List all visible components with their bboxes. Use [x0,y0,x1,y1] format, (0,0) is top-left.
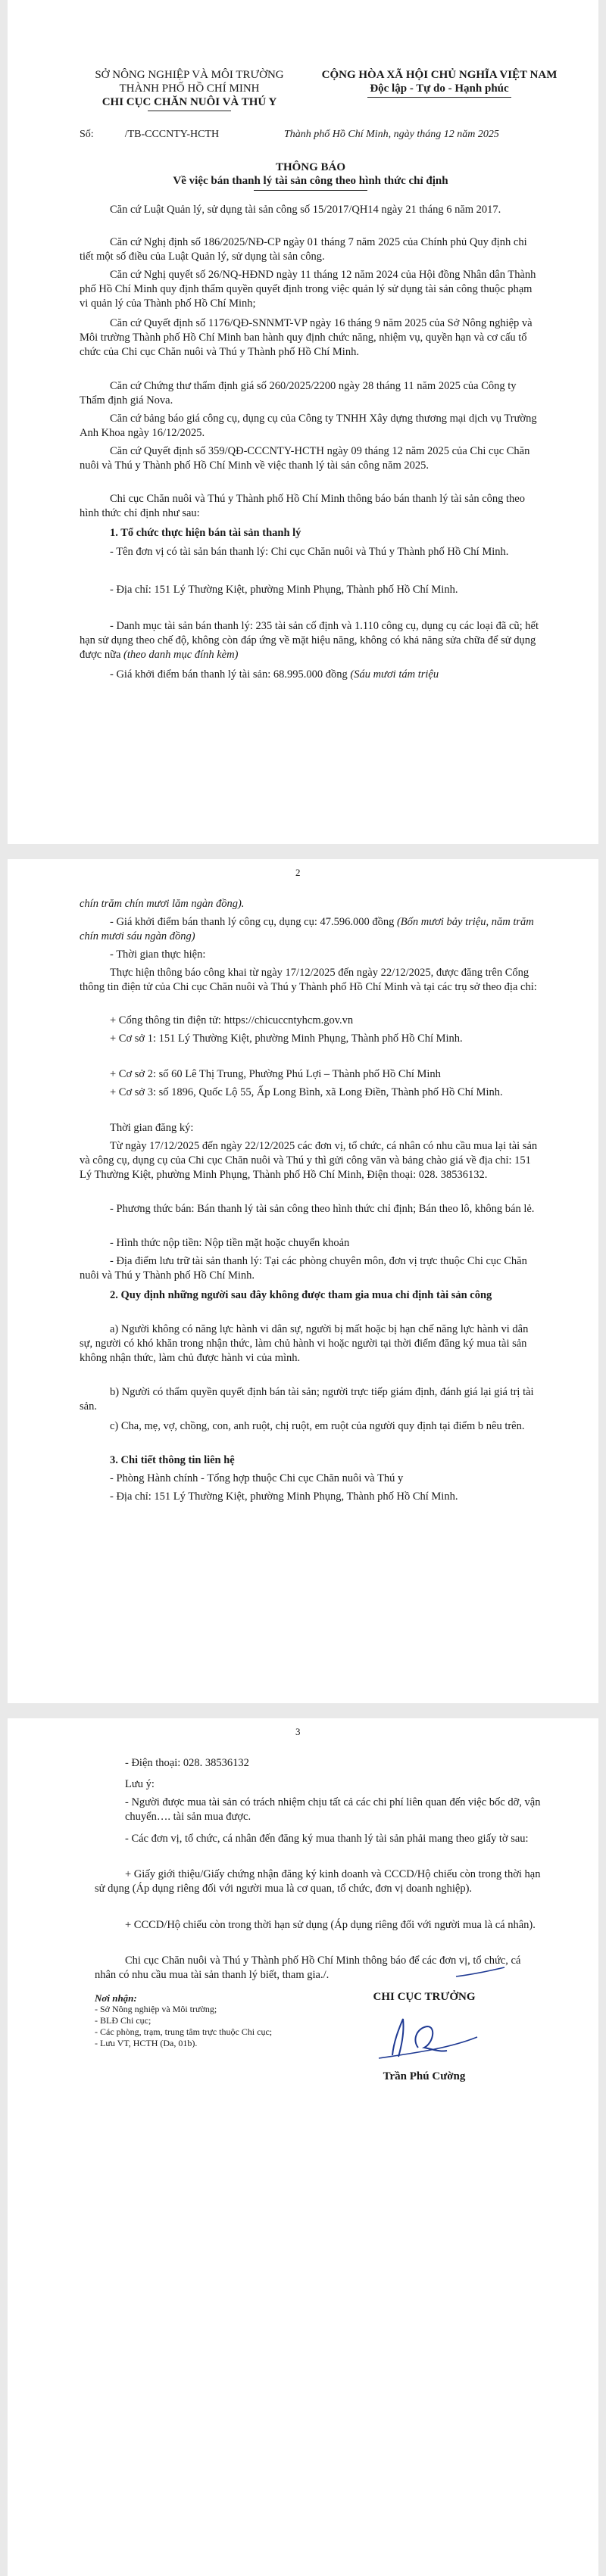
recipient-item: - Lưu VT, HCTH (Da, 01b). [95,2038,198,2048]
document-page-1 [8,0,598,844]
section-heading: 2. Quy định những người sau đây không được tham gia mua chỉ định tài sản công [110,1289,492,1301]
list-item [80,619,542,662]
recipient-item: - BLĐ Chi cục; [95,2015,152,2026]
reference-line [80,129,587,141]
paragraph: - Thời gian thực hiện: [110,948,206,961]
org-line-2: THÀNH PHỐ HỒ CHÍ MINH [119,83,260,95]
handwritten-signature-icon [364,2010,485,2063]
issuing-org-block [80,68,299,111]
recipients-block [95,1992,292,2049]
paragraph: + Cơ sở 2: số 60 Lê Thị Trung, Phường Phú Lợi – Thành phố Hồ Chí Minh [110,1068,441,1080]
paragraph-text: - Giá khởi điểm bán thanh lý công cụ, dụng cụ: 47.596.000 đồng [110,916,397,928]
paragraph: Chi cục Chăn nuôi và Thú y Thành phố Hồ Chí Minh thông báo bán thanh lý tài sản công theo hình thức chỉ định như sau: [80,493,525,519]
section-heading: 3. Chi tiết thông tin liên hệ [110,1454,235,1466]
paragraph: Căn cứ Quyết định số 1176/QĐ-SNNMT-VP ngày 16 tháng 9 năm 2025 của Sở Nông nghiệp và Môi trường Thành phố Hồ Chí Minh ban hành quy định chức năng, nhiệm vụ, quyền hạn và cơ cấu tổ chức của Chi cục Chăn nuôi và Thú y Thành phố Hồ Chí Minh. [80,317,533,358]
nat-line-1: CỘNG HÒA XÃ HỘI CHỦ NGHĨA VIỆT NAM [321,69,558,81]
motto-underline [367,97,511,98]
paragraph-note: (Bốn mươi bảy triệu, năm trăm chín mươi sáu ngàn đồng) [80,916,534,942]
paragraph: - Người được mua tài sản có trách nhiệm chịu tất cả các chi phí liên quan đến việc bốc dỡ, vận chuyển…. tài sản mua được. [125,1796,541,1823]
list-item-text: - Danh mục tài sản bán thanh lý: 235 tài sản cố định và 1.110 công cụ, dụng cụ các loại đã cũ; hết hạn sử dụng theo chế độ, không còn đáp ứng về mặt hiệu năng, không có khả năng sửa chữa để sử dụng được nữa [80,620,539,661]
national-motto-block [288,68,591,98]
title-underline [254,190,367,191]
paragraph: - Điện thoại: 028. 38536132 [125,1757,249,1769]
signer-title: CHI CỤC TRƯỞNG [373,1991,476,2003]
document-page-3 [8,1718,598,2576]
paragraph: + CCCD/Hộ chiếu còn trong thời hạn sử dụng (Áp dụng riêng đối với người mua là cá nhân). [125,1919,536,1931]
paragraph: - Hình thức nộp tiền: Nộp tiền mặt hoặc chuyển khoản [110,1237,350,1249]
paragraph: Căn cứ Luật Quản lý, sử dụng tài sản công số 15/2017/QH14 ngày 21 tháng 6 năm 2017. [110,204,501,216]
paragraph: - Các đơn vị, tổ chức, cá nhân đến đăng ký mua thanh lý tài sản phải mang theo giấy tờ sau: [125,1833,529,1845]
paragraph: c) Cha, mẹ, vợ, chồng, con, anh ruột, chị ruột, em ruột của người quy định tại điểm b nêu trên. [110,1420,525,1432]
org-line-1: SỞ NÔNG NGHIỆP VÀ MÔI TRƯỜNG [95,69,284,81]
list-item-note: (Sáu mươi tám triệu [350,668,439,681]
paragraph: a) Người không có năng lực hành vi dân sự, người bị mất hoặc bị hạn chế năng lực hành vi dân sự, người có khó khăn trong nhận thức, làm chủ hành vi hoặc người tại thời điểm đăng ký mua tài sản không nhận thức, làm chủ được hành vi của mình. [80,1323,529,1364]
doc-code: /TB-CCCNTY-HCTH [124,129,220,140]
paragraph: Căn cứ Chứng thư thẩm định giá số 260/2025/2200 ngày 28 tháng 11 năm 2025 của Công ty Thẩm định giá Nova. [80,380,517,406]
paragraph: - Phòng Hành chính - Tổng hợp thuộc Chi cục Chăn nuôi và Thú y [110,1472,404,1484]
paragraph [80,915,542,944]
section-heading: 1. Tổ chức thực hiện bán tài sản thanh lý [110,527,301,539]
paragraph: chín trăm chín mươi lăm ngàn đồng). [80,898,245,910]
paragraph: Căn cứ Quyết định số 359/QĐ-CCCNTY-HCTH ngày 09 tháng 12 năm 2025 của Chi cục Chăn nuôi và Thú y Thành phố Hồ Chí Minh về việc thanh lý tài sản công năm 2025. [80,445,530,472]
recipient-item: - Các phòng, trạm, trung tâm trực thuộc Chi cục; [95,2026,273,2037]
doc-number-label: Số: [80,129,94,140]
paragraph: Thực hiện thông báo công khai từ ngày 17/12/2025 đến ngày 22/12/2025, được đăng trên Cổng thông tin điện tử của Chi cục Chăn nuôi và Thú y Thành phố Hồ Chí Minh và tại các trụ sở theo địa chỉ: [80,967,537,993]
paragraph: + Giấy giới thiệu/Giấy chứng nhận đăng ký kinh doanh và CCCD/Hộ chiếu còn trong thời hạn sử dụng (Áp dụng riêng đối với người mua là cơ quan, tổ chức, đơn vị doanh nghiệp). [95,1868,541,1895]
nat-line-2: Độc lập - Tự do - Hạnh phúc [370,83,509,95]
paragraph: Chi cục Chăn nuôi và Thú y Thành phố Hồ Chí Minh thông báo để các đơn vị, tổ chức, cá nhân có nhu cầu mua tài sản thanh lý biết, tham gia./. [95,1955,521,1981]
recipients-title: Nơi nhận: [95,1992,137,2004]
recipient-item: - Sở Nông nghiệp và Môi trường; [95,2004,217,2014]
list-item: - Địa chỉ: 151 Lý Thường Kiệt, phường Minh Phụng, Thành phố Hồ Chí Minh. [110,584,458,596]
paragraph: b) Người có thẩm quyền quyết định bán tài sản; người trực tiếp giám định, đánh giá lại giá trị tài sản. [80,1386,534,1413]
org-line-3: CHI CỤC CHĂN NUÔI VÀ THÚ Y [102,96,277,108]
page-number: 3 [295,1726,301,1737]
document-page-2 [8,859,598,1703]
paragraph: Thời gian đăng ký: [110,1122,194,1134]
signer-name: Trần Phú Cường [383,2070,466,2082]
list-item: - Tên đơn vị có tài sản bán thanh lý: Chi cục Chăn nuôi và Thú y Thành phố Hồ Chí Minh. [110,546,509,558]
date-line: Thành phố Hồ Chí Minh, ngày tháng 12 năm 2025 [284,129,499,140]
notice-title-block [80,160,542,191]
paragraph: Lưu ý: [125,1778,155,1790]
page-number: 2 [295,867,301,878]
notice-title: THÔNG BÁO [275,161,346,173]
paragraph: Căn cứ Nghị định số 186/2025/NĐ-CP ngày 01 tháng 7 năm 2025 của Chính phủ Quy định chi tiết một số điều của Luật Quản lý, sử dụng tài sản công. [80,236,527,263]
paragraph: Căn cứ Nghị quyết số 26/NQ-HĐND ngày 11 tháng 12 năm 2024 của Hội đồng Nhân dân Thành phố Hồ Chí Minh quy định thẩm quyền quyết định trong việc quản lý sử dụng tài sản công thuộc phạm vi quản lý của Thành phố Hồ Chí Minh; [80,269,536,310]
paragraph: Từ ngày 17/12/2025 đến ngày 22/12/2025 các đơn vị, tổ chức, cá nhân có nhu cầu mua lại tài sản và công cụ, dụng cụ của Chi cục Chăn nuôi và Thú y thì gửi công văn và bảng chào giá về địa chỉ: 151 Lý Thường Kiệt, phường Minh Phụng, Thành phố Hồ Chí Minh, Điện thoại: 028. 38536132. [80,1140,538,1181]
paragraph: - Địa chỉ: 151 Lý Thường Kiệt, phường Minh Phụng, Thành phố Hồ Chí Minh. [110,1490,458,1503]
signature-block [341,1991,508,2083]
paragraph: - Địa điểm lưu trữ tài sản thanh lý: Tại các phòng chuyên môn, đơn vị trực thuộc Chi cục Chăn nuôi và Thú y Thành phố Hồ Chí Minh. [80,1255,527,1282]
paragraph: Căn cứ bảng báo giá công cụ, dụng cụ của Công ty TNHH Xây dựng thương mại dịch vụ Trường Anh Khoa ngày 16/12/2025. [80,413,537,439]
paragraph: + Cơ sở 3: số 1896, Quốc Lộ 55, Ấp Long Bình, xã Long Điền, Thành phố Hồ Chí Minh. [110,1086,503,1098]
paragraph: + Cổng thông tin điện tử: https://chicuccntyhcm.gov.vn [110,1014,354,1026]
paragraph: - Phương thức bán: Bán thanh lý tài sản công theo hình thức chỉ định; Bán theo lô, không bán lẻ. [110,1203,535,1215]
paragraph: + Cơ sở 1: 151 Lý Thường Kiệt, phường Minh Phụng, Thành phố Hồ Chí Minh. [110,1033,463,1045]
signature-flourish-icon [454,1964,508,1980]
list-item-note: (theo danh mục đính kèm) [123,649,239,661]
list-item [80,668,542,682]
list-item-text: - Giá khởi điểm bán thanh lý tài sản: 68.995.000 đồng [110,668,351,681]
notice-subtitle: Về việc bán thanh lý tài sản công theo hình thức chỉ định [173,175,448,187]
